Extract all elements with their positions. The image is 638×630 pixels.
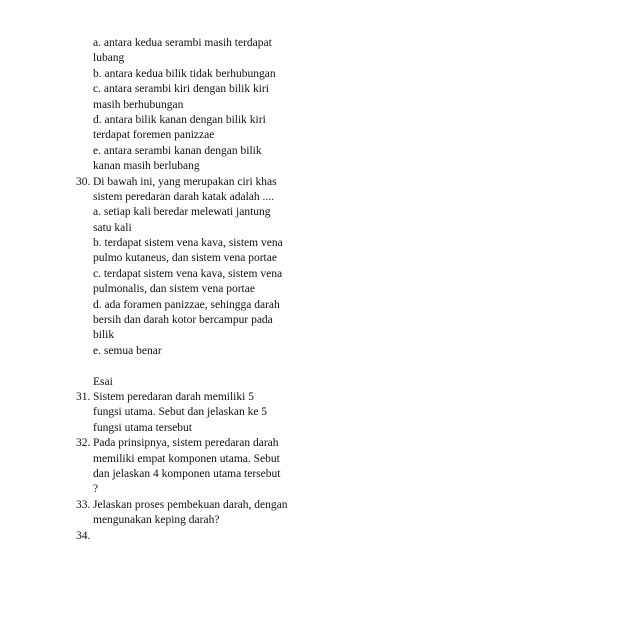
option-line: e. antara serambi kanan dengan bilik [93, 144, 262, 157]
q30-option-b: b. terdapat sistem vena kava, sistem vena [93, 237, 283, 250]
question-30 [76, 175, 326, 360]
q29-option-e [76, 144, 326, 175]
q30-option-a-cont: satu kali [93, 221, 132, 234]
q30-option-d: d. ada foramen panizzae, sehingga darah [93, 298, 280, 311]
question-number: 31. [76, 390, 91, 403]
q30-option-c: c. terdapat sistem vena kava, sistem vena [93, 267, 283, 280]
option-line: masih berhubungan [93, 98, 184, 111]
question-stem-line [76, 390, 326, 405]
option-line: b. antara kedua bilik tidak berhubungan [93, 67, 276, 80]
question-stem-line: fungsi utama tersebut [93, 421, 193, 434]
question-stem-line [76, 436, 326, 451]
question-number: 33. [76, 498, 91, 511]
question-column [76, 36, 326, 544]
option-line: a. antara kedua serambi masih terdapat [93, 37, 272, 49]
essay-heading: Esai [93, 375, 113, 388]
question-number: 30. [76, 175, 91, 188]
q29-option-c [76, 82, 326, 113]
question-stem-line: fungsi utama. Sebut dan jelaskan ke 5 [93, 406, 268, 419]
question-34 [76, 529, 326, 544]
question-32 [76, 436, 326, 498]
q30-option-a: a. setiap kali beredar melewati jantung [93, 206, 271, 219]
question-stem-text: Pada prinsipnya, sistem peredaran darah [93, 437, 279, 450]
question-stem-line: dan jelaskan 4 komponen utama tersebut [93, 467, 281, 480]
question-stem-line [76, 529, 326, 544]
question-number: 34. [76, 529, 91, 542]
question-stem-line: mengunakan keping darah? [93, 514, 220, 527]
question-stem-text: Jelaskan proses pembekuan darah, dengan [93, 498, 288, 511]
question-33 [76, 498, 326, 529]
q30-option-d-cont: bersih dan darah kotor bercampur pada [93, 314, 273, 327]
question-stem-line [76, 175, 326, 190]
question-31 [76, 390, 326, 436]
option-line: terdapat foremen panizzae [93, 129, 215, 142]
option-line: lubang [93, 52, 125, 65]
question-number: 32. [76, 437, 91, 450]
question-stem-text: Sistem peredaran darah memiliki 5 [93, 390, 254, 403]
q30-option-b-cont: pulmo kutaneus, dan sistem vena portae [93, 252, 277, 265]
question-stem-line: memiliki empat komponen utama. Sebut [93, 452, 280, 465]
question-stem-text: Di bawah ini, yang merupakan ciri khas [93, 175, 277, 188]
q30-option-e: e. semua benar [93, 344, 162, 357]
question-stem-line: ? [93, 483, 99, 496]
option-line: d. antara bilik kanan dengan bilik kiri [93, 113, 266, 126]
question-stem-line: sistem peredaran darah katak adalah .... [93, 190, 275, 203]
q30-option-d-cont: bilik [93, 329, 115, 342]
q29-option-a [76, 36, 326, 67]
q29-option-d [76, 113, 326, 144]
option-line: kanan masih berlubang [93, 160, 200, 173]
question-stem-line [76, 498, 326, 513]
option-line: c. antara serambi kiri dengan bilik kiri [93, 83, 269, 96]
q29-option-b [76, 67, 326, 82]
q30-option-c-cont: pulmonalis, dan sistem vena portae [93, 283, 255, 296]
spacer [76, 359, 326, 374]
